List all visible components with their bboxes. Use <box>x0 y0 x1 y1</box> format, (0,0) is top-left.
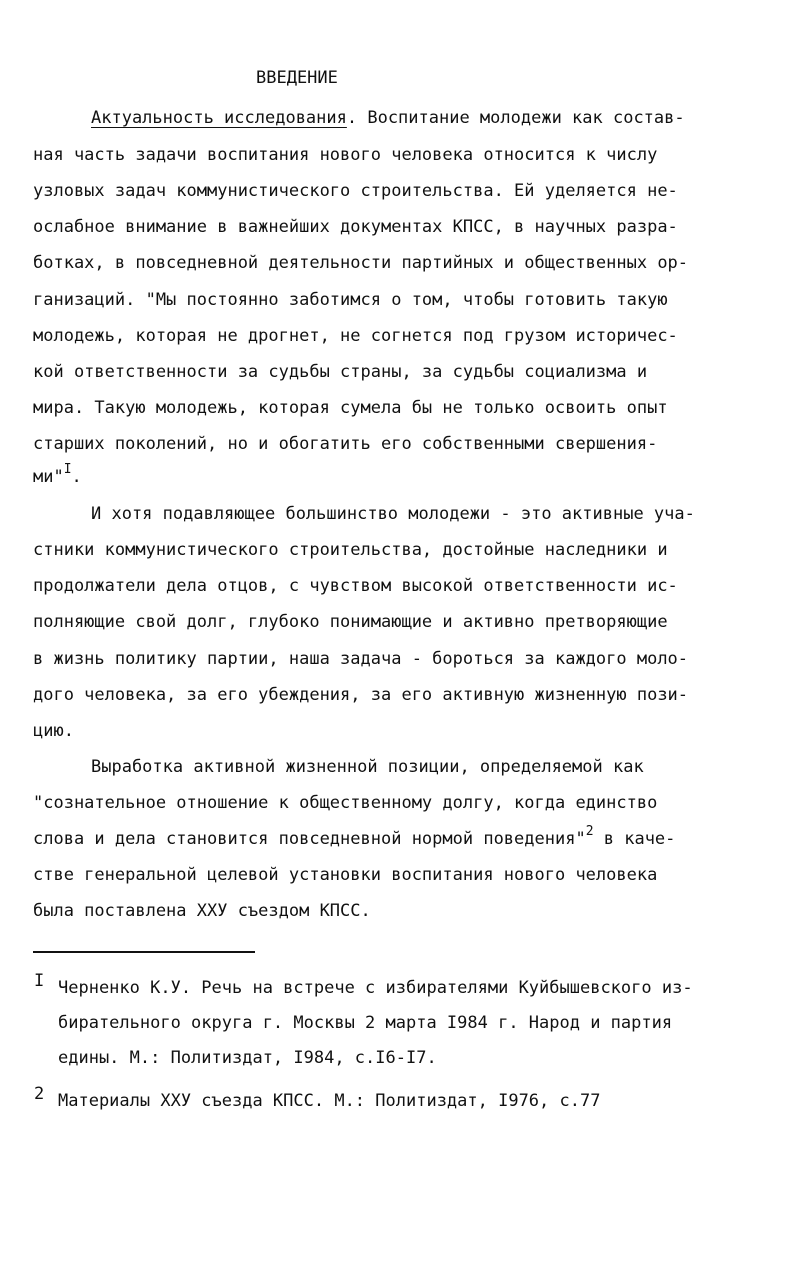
text-line: ганизаций. "Мы постоянно заботимся о том, чтобы готовить такую <box>33 290 668 310</box>
footnote-line: Материалы XXУ съезда КПСС. М.: Политиздат, I976, с.77 <box>58 1091 601 1111</box>
text-span: слова и дела становится повседневной нормой поведения" <box>33 829 586 849</box>
footnote-line: едины. М.: Политиздат, I984, с.I6-I7. <box>58 1048 437 1068</box>
footnote-divider <box>33 951 255 953</box>
text-line: ная часть задачи воспитания нового человека относится к числу <box>33 145 658 165</box>
text-line <box>91 108 685 130</box>
text-line: стве генеральной целевой установки воспитания нового человека <box>33 865 658 885</box>
text-line: Выработка активной жизненной позиции, определяемой как <box>91 757 644 777</box>
text-line: мира. Такую молодежь, которая сумела бы не только освоить опыт <box>33 398 668 418</box>
text-line: узловых задач коммунистического строительства. Ей уделяется не- <box>33 181 678 201</box>
footnote-ref: I <box>63 462 72 477</box>
text-line: молодежь, которая не дрогнет, не согнется под грузом историчес- <box>33 326 678 346</box>
text-span: в каче- <box>593 829 676 849</box>
text-line: ботках, в повседневной деятельности партийных и общественных ор- <box>33 253 689 273</box>
text-line: была поставлена XXУ съездом КПСС. <box>33 901 371 921</box>
footnote-marker: 2 <box>34 1084 45 1104</box>
text-line: продолжатели дела отцов, с чувством высокой ответственности ис- <box>33 576 678 596</box>
text-line: стники коммунистического строительства, достойные наследники и <box>33 540 668 560</box>
text-span: . <box>71 467 82 487</box>
text-line <box>33 824 676 851</box>
footnote-line: Черненко К.У. Речь на встрече с избирателями Куйбышевского из- <box>58 978 693 998</box>
text-line <box>33 462 82 489</box>
text-line: полняющие свой долг, глубоко понимающие и активно претворяющие <box>33 612 668 632</box>
text-line: И хотя подавляющее большинство молодежи - это активные уча- <box>91 504 695 524</box>
page-title: ВВЕДЕНИЕ <box>256 68 338 88</box>
footnote-ref: 2 <box>585 824 594 839</box>
text-line: дого человека, за его убеждения, за его активную жизненную пози- <box>33 685 689 705</box>
text-line: кой ответственности за судьбы страны, за судьбы социализма и <box>33 362 648 382</box>
footnote-line: бирательного округа г. Москвы 2 марта I984 г. Народ и партия <box>58 1013 673 1033</box>
text-line: цию. <box>33 721 74 741</box>
text-line: в жизнь политику партии, наша задача - бороться за каждого моло- <box>33 649 689 669</box>
text-line: "сознательное отношение к общественному долгу, когда единство <box>33 793 658 813</box>
footnote-marker: I <box>34 971 45 991</box>
text-line: ослабное внимание в важнейших документах КПСС, в научных разра- <box>33 217 678 237</box>
text-span: . Воспитание молодежи как состав- <box>346 108 685 128</box>
text-line: старших поколений, но и обогатить его собственными свершения- <box>33 434 658 454</box>
section-heading: Актуальность исследования <box>91 108 347 128</box>
text-span: ми" <box>33 467 64 487</box>
